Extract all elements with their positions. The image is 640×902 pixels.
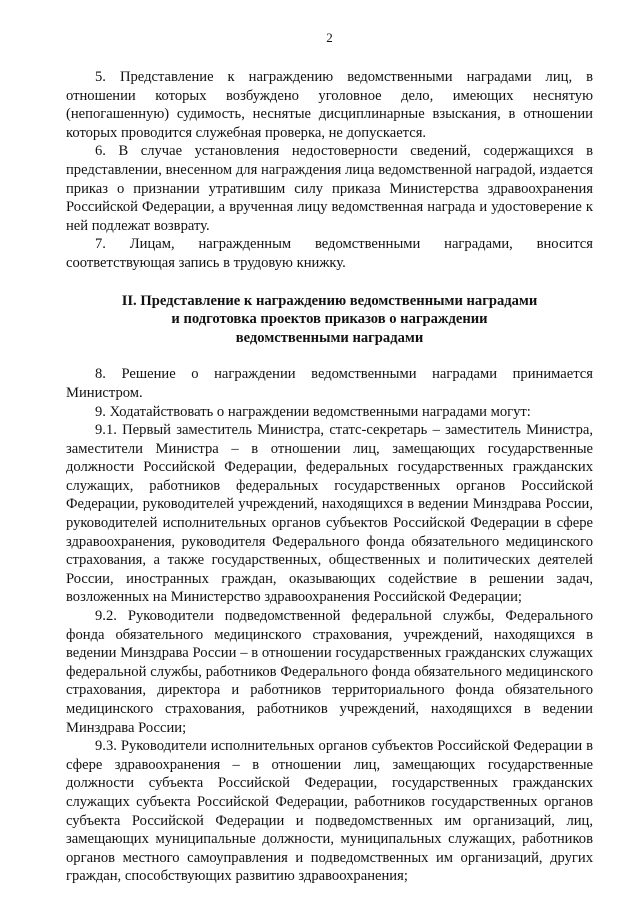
section-heading-line-1: II. Представление к награждению ведомственными наградами	[121, 292, 538, 309]
paragraph-7: 7. Лицам, награжденным ведомственными наградами, вносится соответствующая запись в трудовую книжку.	[66, 236, 593, 271]
section-heading-line-2: и подготовка проектов приказов о награждении	[171, 311, 488, 328]
section-heading-line-3: ведомственными наградами	[235, 329, 424, 346]
paragraph-9-2: 9.2. Руководители подведомственной федеральной службы, Федерального фонда обязательного медицинского страхования, учреждений, находящихся в ведении Минздрава России – в отношении государственных гражданских служащих федеральной службы, работников Федерального фонда обязательного медицинского страхования, директора и работников территориального фонда обязательного медицинского страхования, работников учреждений, находящихся в ведении Минздрава России;	[66, 608, 593, 736]
paragraph-9: 9. Ходатайствовать о награждении ведомственными наградами могут:	[95, 403, 531, 420]
page-number: 2	[326, 30, 333, 45]
paragraph-8: 8. Решение о награждении ведомственными наградами принимается Министром.	[66, 366, 593, 401]
paragraph-5: 5. Представление к награждению ведомственными наградами лиц, в отношении которых возбуждено уголовное дело, имеющих неснятую (непогашенную) судимость, неснятые дисциплинарные взыскания, в отношении которых проводится служебная проверка, не допускается.	[66, 69, 593, 141]
paragraph-9-1: 9.1. Первый заместитель Министра, статс-секретарь – заместитель Министра, заместители Министра – в отношении лиц, замещающих государственные должности Российской Федерации, федеральных государственных гражданских служащих, работников федеральных государственных органов Российской Федерации, руководителей учреждений, находящихся в ведении Минздрава России, руководителей исполнительных органов субъектов Российской Федерации в сфере здравоохранения, руководителя Федерального фонда обязательного медицинского страхования, а также государственных, общественных и политических деятелей России, иностранных граждан, оказывающих содействие в решении задач, возложенных на Министерство здравоохранения Российской Федерации;	[66, 422, 593, 606]
paragraph-9-3: 9.3. Руководители исполнительных органов субъектов Российской Федерации в сфере здравоохранения – в отношении лиц, замещающих государственные должности субъекта Российской Федерации, государственных гражданских служащих субъекта Российской Федерации, работников государственных органов субъекта Российской Федерации и подведомственных им организаций, лиц, замещающих муниципальные должности, муниципальных служащих, работников органов местного самоуправления и подведомственных им организаций, других граждан, способствующих развитию здравоохранения;	[66, 738, 593, 885]
section-heading	[66, 292, 593, 348]
paragraph-6: 6. В случае установления недостоверности сведений, содержащихся в представлении, внесенном для награждения лица ведомственной наградой, издается приказ о признании утратившим силу приказа Министерства здравоохранения Российской Федерации, а врученная лицу ведомственная награда и удостоверение к ней подлежат возврату.	[66, 143, 593, 234]
